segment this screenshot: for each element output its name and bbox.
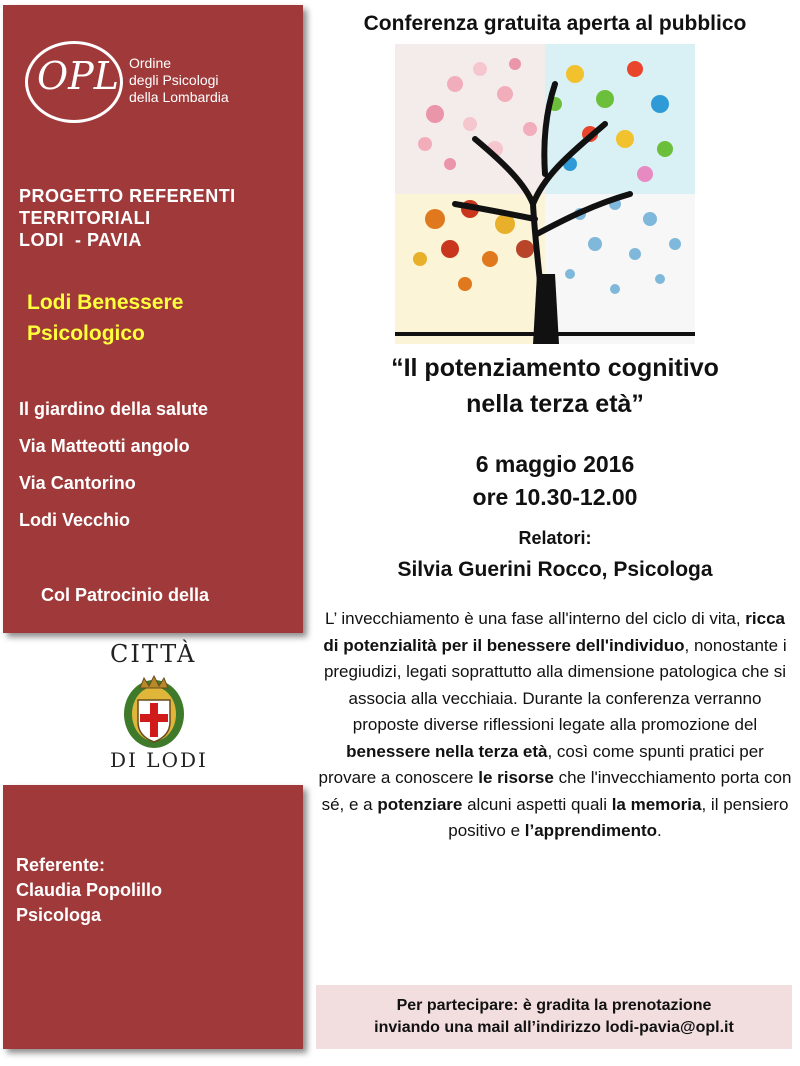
desc-segment: , il pensiero positivo e: [448, 794, 789, 840]
desc-segment-bold: benessere nella terza età: [346, 741, 548, 761]
registration-box: [316, 985, 792, 1049]
org-line: Ordine: [129, 55, 172, 71]
sidebar-panel-top: [3, 5, 303, 633]
venue-line: Il giardino della salute: [19, 399, 209, 419]
venue-line: Via Matteotti angolo: [19, 436, 190, 456]
venue-line: Via Cantorino: [19, 473, 136, 493]
desc-segment: alcuni aspetti quali: [462, 794, 612, 814]
venue-address: [19, 391, 208, 539]
project-line: TERRITORIALI: [19, 208, 151, 228]
org-line: della Lombardia: [129, 89, 229, 105]
registration-line: Per partecipare: è gradita la prenotazione: [396, 997, 712, 1014]
event-time: ore 10.30-12.00: [472, 484, 638, 510]
desc-segment: , così come spunti pratici per provare a conoscere: [318, 741, 764, 787]
project-line: LODI - PAVIA: [19, 230, 142, 250]
event-title-line: nella terza età”: [466, 390, 644, 418]
project-title: [19, 185, 236, 251]
venue-line: Lodi Vecchio: [19, 510, 131, 530]
event-date: 6 maggio 2016: [475, 451, 635, 477]
program-line: Psicologico: [27, 322, 145, 345]
di-lodi-label: DI LODI: [110, 748, 208, 772]
referent-role: Psicologa: [16, 905, 102, 925]
project-line: PROGETTO REFERENTI: [19, 186, 236, 206]
event-title: [320, 350, 790, 422]
event-date-time: [320, 448, 790, 514]
org-name: [129, 55, 229, 106]
desc-segment-bold: ricca di potenzialità per il benessere dell'individuo: [323, 609, 785, 655]
desc-segment-bold: l’apprendimento: [524, 821, 658, 840]
registration-email-line[interactable]: inviando una mail all’indirizzo lodi-pavia@opl.it: [374, 1019, 734, 1036]
citta-di-lodi-logo: [100, 640, 210, 780]
event-title-line: “Il potenziamento cognitivo: [391, 354, 719, 382]
desc-segment: , nonostante i pregiudizi, legati soprattutto alla dimensione patologica che si associa alla vecchiaia. Durante la conferenza verranno proposte diverse riflessioni legate alla promozione del: [323, 635, 787, 734]
program-name: [27, 287, 183, 349]
speakers-label: Relatori:: [518, 528, 592, 548]
event-description: [318, 606, 792, 845]
desc-segment-bold: le risorse: [478, 768, 554, 787]
citta-label: CITTÀ: [110, 640, 197, 668]
referent-name: Claudia Popolillo: [16, 880, 163, 900]
desc-segment-bold: potenziare: [377, 794, 463, 814]
desc-segment: L’ invecchiamento è una fase all'interno del ciclo di vita,: [324, 609, 746, 628]
speaker-name: Silvia Guerini Rocco, Psicologa: [397, 558, 713, 581]
referent-block: [16, 853, 162, 928]
program-line: Lodi Benessere: [27, 291, 184, 314]
lodi-coat-of-arms-icon: [122, 670, 186, 750]
free-conference-heading: Conferenza gratuita aperta al pubblico: [363, 12, 747, 35]
desc-segment-bold: la memoria: [611, 794, 702, 814]
four-seasons-tree-image: [395, 44, 695, 344]
referent-label: Referente:: [16, 855, 106, 875]
patronage-label: Col Patrocinio della: [41, 585, 210, 605]
opl-logo-letters: OPL: [37, 54, 119, 98]
desc-segment: .: [657, 821, 662, 840]
desc-segment: che l'invecchiamento porta con sé, e a: [321, 768, 792, 814]
org-line: degli Psicologi: [129, 72, 219, 88]
